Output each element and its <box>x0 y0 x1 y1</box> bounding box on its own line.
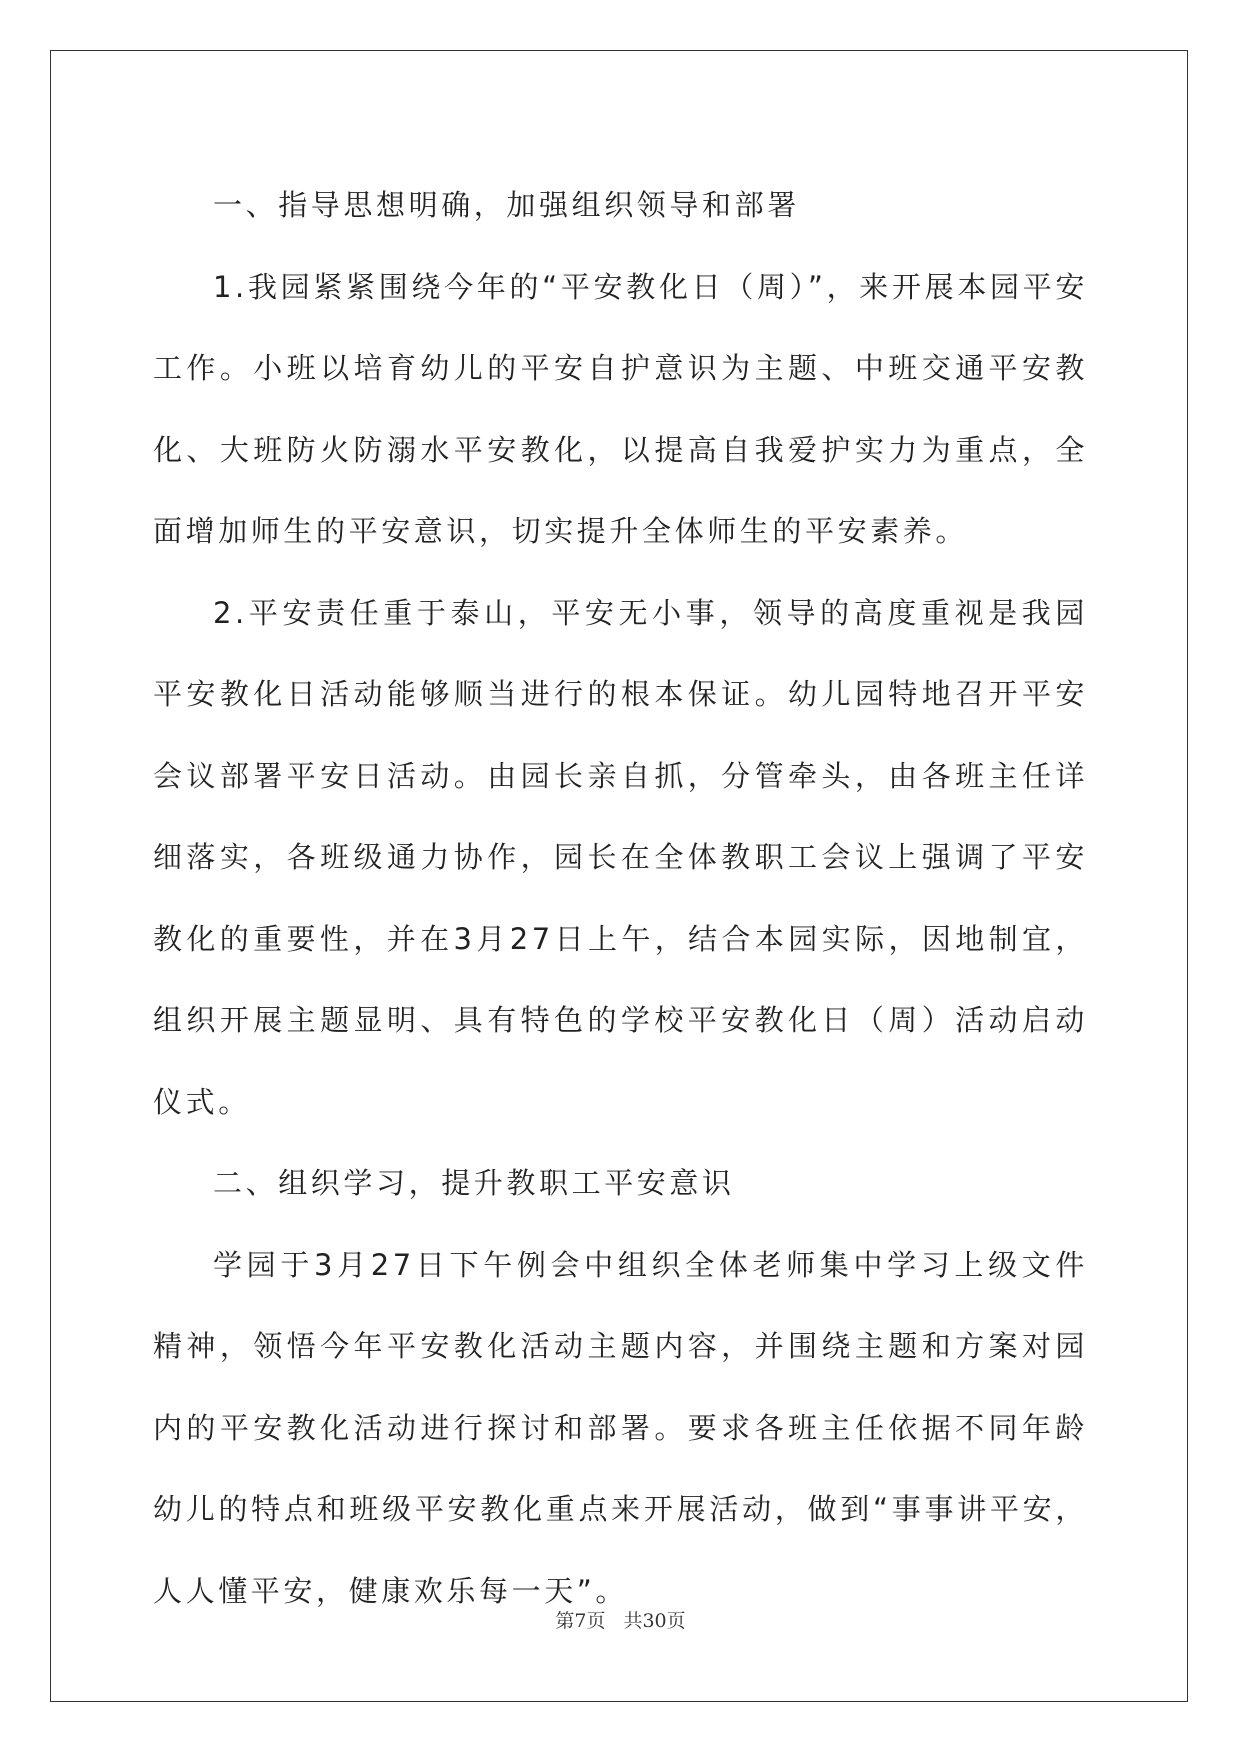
paragraph-1: 1.我园紧紧围绕今年的“平安教化日（周）”，来开展本园平安工作。小班以培育幼儿的平安自护意识为主题、中班交通平安教化、大班防火防溺水平安教化，以提高自我爱护实力为重点，全面增加师生的平安意识，切实提升全体师生的平安素养。 <box>153 269 1088 548</box>
section-heading-1: 一、指导思想明确，加强组织领导和部署 <box>213 188 800 222</box>
paragraph-2: 2.平安责任重于泰山，平安无小事，领导的高度重视是我园平安教化日活动能够顺当进行的根本保证。幼儿园特地召开平安会议部署平安日活动。由园长亲自抓，分管牵头，由各班主任详细落实，各班级通力协作，园长在全体教职工会议上强调了平安教化的重要性，并在3月27日上午，结合本园实际，因地制宜，组织开展主题显明、具有特色的学校平安教化日（周）活动启动仪式。 <box>153 595 1088 1119</box>
section-heading-2: 二、组织学习，提升教职工平安意识 <box>213 1166 735 1200</box>
paragraph-3: 学园于3月27日下午例会中组织全体老师集中学习上级文件精神，领悟今年平安教化活动主题内容，并围绕主题和方案对园内的平安教化活动进行探讨和部署。要求各班主任依据不同年龄幼儿的特点和班级平安教化重点来开展活动，做到“事事讲平安，人人懂平安，健康欢乐每一天”。 <box>153 1247 1088 1608</box>
document-body <box>153 165 1088 1632</box>
page-number-current: 第7页 <box>555 1610 606 1632</box>
page-footer <box>0 1606 1241 1633</box>
page-number-total: 共30页 <box>623 1610 686 1632</box>
